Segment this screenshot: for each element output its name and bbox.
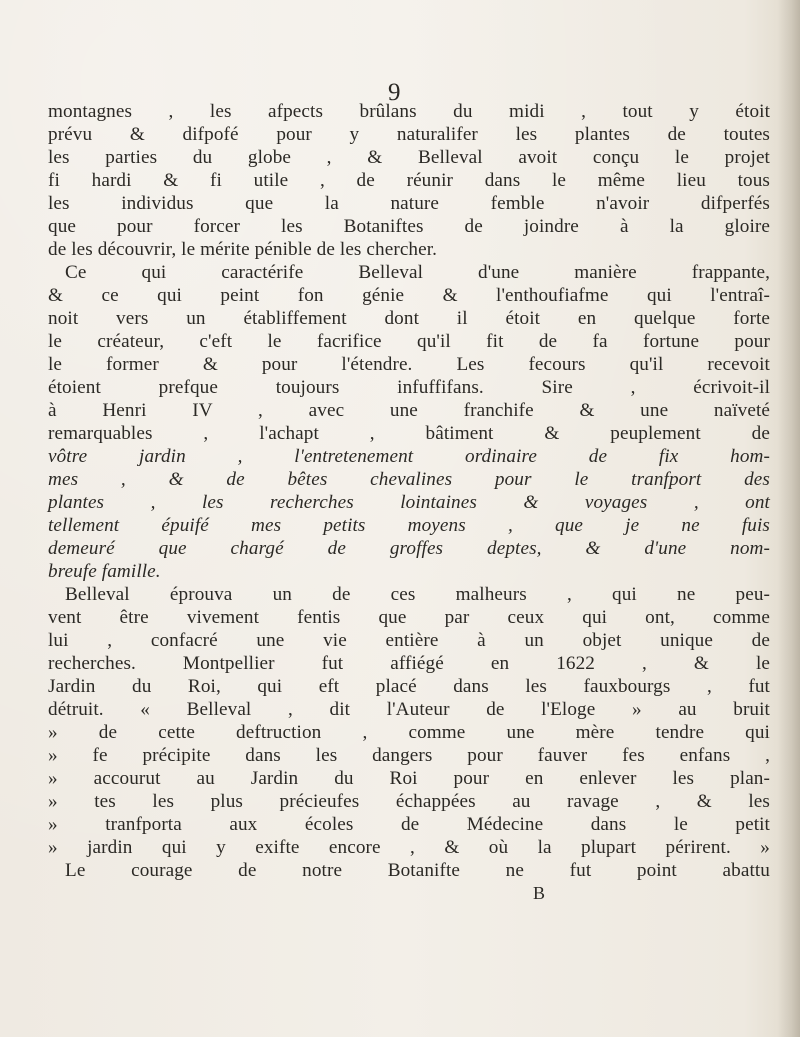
text-line: recherches. Montpellier fut affiégé en 1622 , & le [48,653,770,674]
text-line: les individus que la nature femble n'avoir difperfés [48,193,770,214]
text-line: & ce qui peint fon génie & l'enthoufiafme qui l'entraî- [48,285,770,306]
text-line: noit vers un établiffement dont il étoit en quelque forte [48,308,770,329]
text-line: » de cette deftruction , comme une mère tendre qui [48,722,770,743]
text-line: de les découvrir, le mérite pénible de les chercher. [48,239,438,260]
text-line: que pour forcer les Botaniftes de joindre à la gloire [48,216,770,237]
text-line: Jardin du Roi, qui eft placé dans les fauxbourgs , fut [48,676,770,697]
text-line: à Henri IV , avec une franchife & une naïveté [48,400,770,421]
text-line: » tes les plus précieufes échappées au ravage , & les [48,791,770,812]
text-line-italic: vôtre jardin , l'entretenement ordinaire de fix hom- [48,446,770,467]
text-line: détruit. « Belleval , dit l'Auteur de l'Eloge » au bruit [48,699,770,720]
text-line: fi hardi & fi utile , de réunir dans le même lieu tous [48,170,770,191]
text-line: » fe précipite dans les dangers pour fauver fes enfans , [48,745,770,766]
signature-mark: B [533,883,546,903]
text-line: Ce qui caractérife Belleval d'une manière frappante, [65,262,770,283]
body-text [48,100,770,905]
text-line: les parties du globe , & Belleval avoit conçu le projet [48,147,770,168]
text-line: » jardin qui y exifte encore , & où la plupart périrent. » [48,837,770,858]
text-line: le créateur, c'eft le facrifice qu'il fit de fa fortune pour [48,331,770,352]
text-line: » tranfporta aux écoles de Médecine dans le petit [48,814,770,835]
text-line-italic: plantes , les recherches lointaines & voyages , ont [48,492,770,513]
page-number: 9 [388,79,401,106]
text-line: Le courage de notre Botanifte ne fut point abattu [65,860,770,881]
text-line: prévu & difpofé pour y naturalifer les plantes de toutes [48,124,770,145]
text-line-italic: breufe famille. [48,561,161,582]
text-line: lui , confacré une vie entière à un objet unique de [48,630,770,651]
text-line-italic: mes , & de bêtes chevalines pour le tranfport des [48,469,770,490]
text-line-italic: demeuré que chargé de groffes deptes, & d'une nom- [48,538,770,559]
text-line: le former & pour l'étendre. Les fecours qu'il recevoit [48,354,770,375]
text-line: vent être vivement fentis que par ceux qui ont, comme [48,607,770,628]
text-line-italic: tellement épuifé mes petits moyens , que je ne fuis [48,515,770,536]
text-line: Belleval éprouva un de ces malheurs , qui ne peu- [65,584,770,605]
text-line: remarquables , l'achapt , bâtiment & peuplement de [48,423,770,444]
text-line: » accourut au Jardin du Roi pour en enlever les plan- [48,768,770,789]
text-line: montagnes , les afpects brûlans du midi , tout y étoit [48,101,770,122]
page-edge-shadow [778,0,800,1037]
text-line: étoient prefque toujours infuffifans. Sire , écrivoit-il [48,377,770,398]
